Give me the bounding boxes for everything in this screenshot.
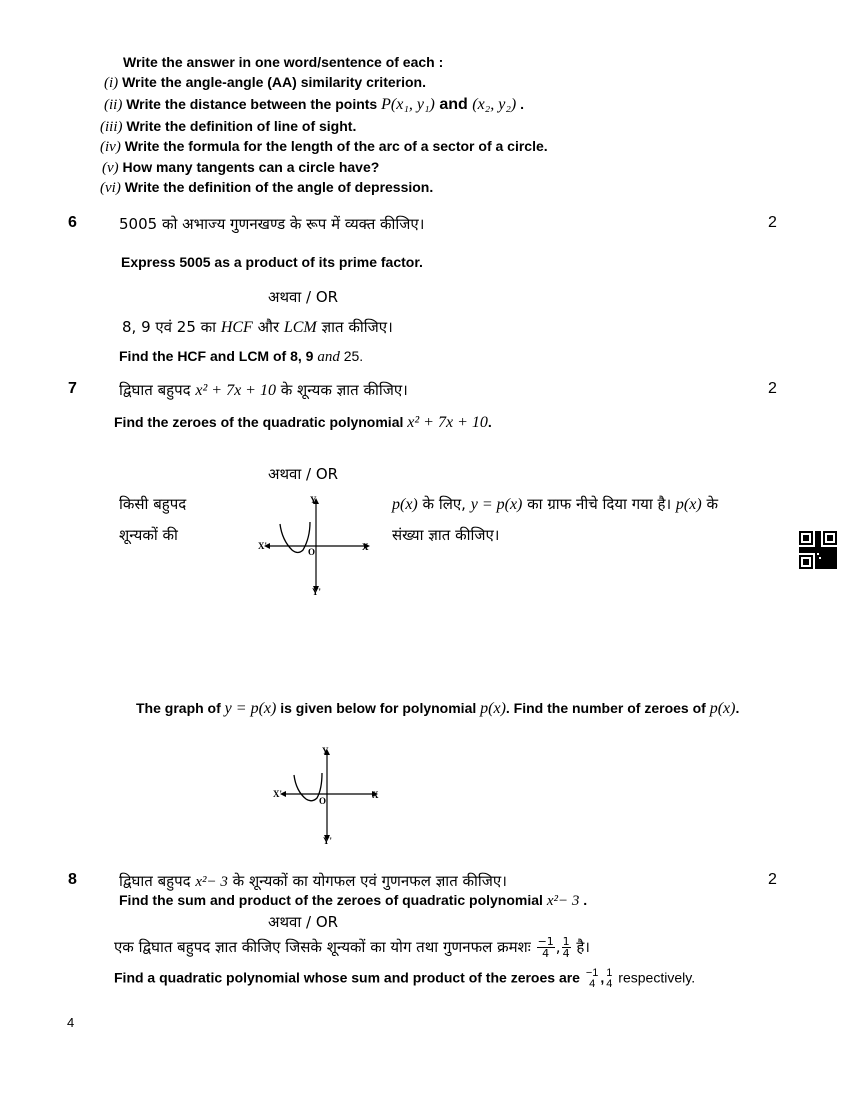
q7-hindi-or-line3: p(x) के लिए, y = p(x) का ग्राफ नीचे दिया गया है। p(x) के <box>392 495 718 513</box>
item-v: (v) How many tangents can a circle have? <box>102 159 380 176</box>
q6-number: 6 <box>68 214 77 231</box>
q7-marks: 2 <box>768 380 777 397</box>
qr-code-icon <box>799 531 837 569</box>
q7-hindi-or-line2: शून्यकों की <box>119 526 178 544</box>
fraction-minus-one-fourth-en: −1 4 <box>585 967 599 990</box>
fraction-one-fourth-en: 1 4 <box>606 967 613 990</box>
graph1-y-label: Y <box>310 495 317 505</box>
fraction-minus-one-fourth: $\frac{-1}{4}$ <box>537 935 554 960</box>
item-iii: (iii) Write the definition of line of sight. <box>100 118 357 135</box>
q7-hindi: द्विघात बहुपद x² + 7x + 10 के शून्यक ज्ञात कीजिए। <box>119 381 408 399</box>
graph2-xp-label: X' <box>273 789 282 799</box>
q8-or: अथवा / OR <box>268 913 339 931</box>
q7-hindi-or-line4: संख्या ज्ञात कीजिए। <box>392 526 500 544</box>
q6-english: Express 5005 as a product of its prime factor. <box>121 254 423 270</box>
q6-or: अथवा / OR <box>268 288 339 306</box>
q8-number: 8 <box>68 871 77 888</box>
graph2-y-label: Y <box>322 746 329 756</box>
item-i: (i) Write the angle-angle (AA) similarity criterion. <box>104 74 426 91</box>
q7-number: 7 <box>68 380 77 397</box>
q7-hindi-or-line1: किसी बहुपद <box>119 495 187 513</box>
graph2-x-label: X <box>372 790 379 800</box>
page-number: 4 <box>67 1015 75 1030</box>
graph1-xp-label: X' <box>258 541 267 551</box>
q7-english: Find the zeroes of the quadratic polynomial x² + 7x + 10. <box>114 414 492 431</box>
graph2-origin-label: O <box>319 796 327 806</box>
q7-or: अथवा / OR <box>268 465 339 483</box>
item-ii: (ii) Write the distance between the points P(x₁, y₁) and (x₂, y₂) . <box>104 96 524 113</box>
graph1-yp-label: Y' <box>312 587 321 596</box>
q7-english-or: The graph of y = p(x) is given below for polynomial p(x). Find the number of zeroes of p(x). <box>136 700 740 717</box>
q6-marks: 2 <box>768 214 777 231</box>
q8-marks: 2 <box>768 871 777 888</box>
q6-english-or: Find the HCF and LCM of 8, 9 and 25. <box>119 348 364 365</box>
q6-hindi-or: 8, 9 एवं 25 का HCF और LCM ज्ञात कीजिए। <box>122 318 393 336</box>
section-heading: Write the answer in one word/sentence of each : <box>123 54 444 70</box>
q8-hindi: द्विघात बहुपद x²− 3 के शून्यकों का योगफल एवं गुणनफल ज्ञात कीजिए। <box>119 872 507 890</box>
polynomial-graph-1 <box>258 494 373 596</box>
item-iv: (iv) Write the formula for the length of the arc of a sector of a circle. <box>100 138 548 155</box>
q6-hindi: 5005 को अभाज्य गुणनखण्ड के रूप में व्यक्त कीजिए। <box>119 215 425 233</box>
q8-hindi-or: एक द्विघात बहुपद ज्ञात कीजिए जिसके शून्यकों का योग तथा गुणनफल क्रमशः $\frac{-1}{4}$ , $\frac{1}{4}$ है। <box>114 935 590 960</box>
item-vi: (vi) Write the definition of the angle of depression. <box>100 179 434 196</box>
polynomial-graph-2 <box>272 745 387 847</box>
q8-english-or: Find a quadratic polynomial whose sum and product of the zeroes are −1 4 , 1 4 respectively. <box>114 967 696 990</box>
q8-english: Find the sum and product of the zeroes of quadratic polynomial x²− 3 . <box>119 892 588 909</box>
graph1-origin-label: O <box>308 547 316 557</box>
fraction-one-fourth: $\frac{1}{4}$ <box>562 935 570 960</box>
graph2-yp-label: Y' <box>323 836 332 846</box>
graph1-x-label: X <box>362 542 369 552</box>
